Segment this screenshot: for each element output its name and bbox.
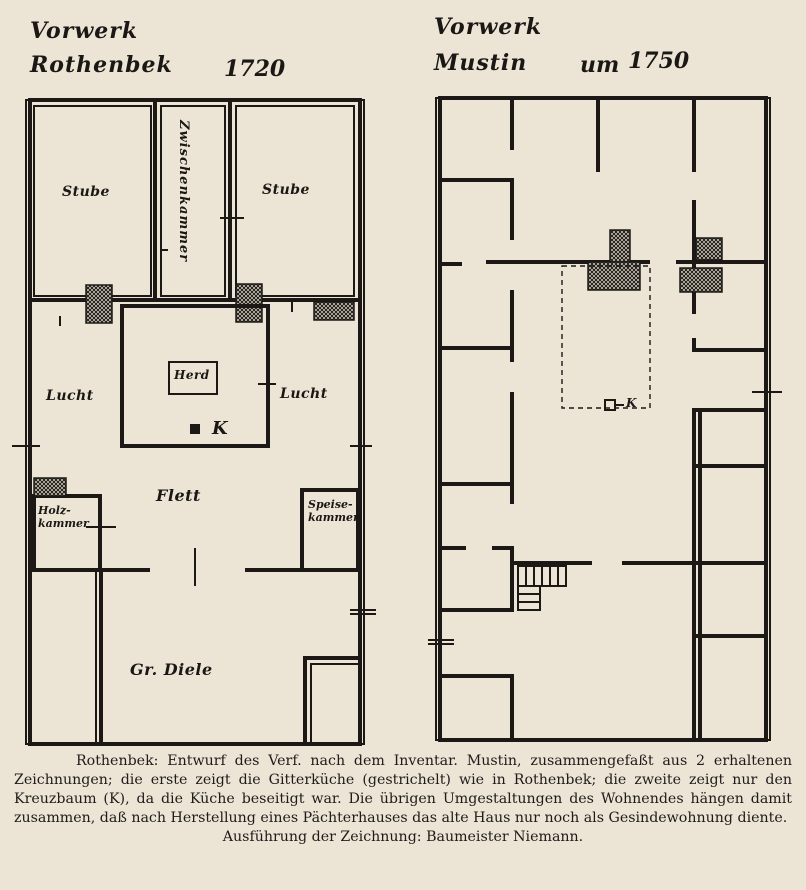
right-title-line1: Vorwerk <box>434 14 543 40</box>
label-zwischenkammer: Zwischenkammer <box>176 120 191 263</box>
mustin-stair-right <box>696 238 722 260</box>
right-year-prefix: um <box>580 52 620 78</box>
label-grosse-diele: Gr. Diele <box>130 660 213 679</box>
label-lucht-right: Lucht <box>280 386 328 402</box>
label-flett: Flett <box>156 486 201 505</box>
chimney-right <box>236 284 262 322</box>
caption-credit: Ausführung der Zeichnung: Baumeister Niemann. <box>222 829 584 845</box>
label-lucht-left: Lucht <box>46 388 94 404</box>
mustin-outer-wall-line <box>436 98 770 740</box>
mustin-kitchen-block <box>588 262 640 290</box>
figure-caption <box>14 752 792 847</box>
kreuzbaum-mark-left <box>190 424 200 434</box>
mustin-chimney <box>610 230 630 262</box>
label-holzkammer: Holz- kammer <box>38 504 89 530</box>
stair-right <box>314 302 354 320</box>
label-stube-right: Stube <box>262 182 310 198</box>
mustin-stair <box>518 566 566 610</box>
mustin-outer-wall <box>440 98 766 740</box>
stair-left <box>34 478 66 496</box>
right-title-line2: Mustin <box>434 50 528 76</box>
left-title-line2: Rothenbek <box>30 52 173 78</box>
label-kreuzbaum-left: K <box>212 418 229 439</box>
label-herd: Herd <box>174 368 210 382</box>
label-speisekammer: Speise- kammer <box>308 498 359 524</box>
left-title-line1: Vorwerk <box>30 18 139 44</box>
caption-paragraph: Rothenbek: Entwurf des Verf. nach dem Inventar. Mustin, zusammengefaßt aus 2 erhaltenen Zeichnungen; die erste zeigt die Gitterküche (gestrichelt) wie in Rothenbek; die zweite zeigt nur den Kreuzbaum (K), da die Küche beseitigt war. Die übrigen Umgestaltungen des Wohnendes hängen damit zusammen, daß nach Herstellung eines Pächterhauses das alte Haus nur noch als Gesindewohnung diente. <box>14 753 792 826</box>
chimney-left <box>86 285 112 323</box>
right-year: 1750 <box>628 48 690 74</box>
label-kreuzbaum-right: K <box>626 396 637 410</box>
label-stube-left: Stube <box>62 184 110 200</box>
left-year: 1720 <box>224 56 286 82</box>
mustin-chimney-right <box>680 268 722 292</box>
mustin-plan <box>428 98 782 740</box>
